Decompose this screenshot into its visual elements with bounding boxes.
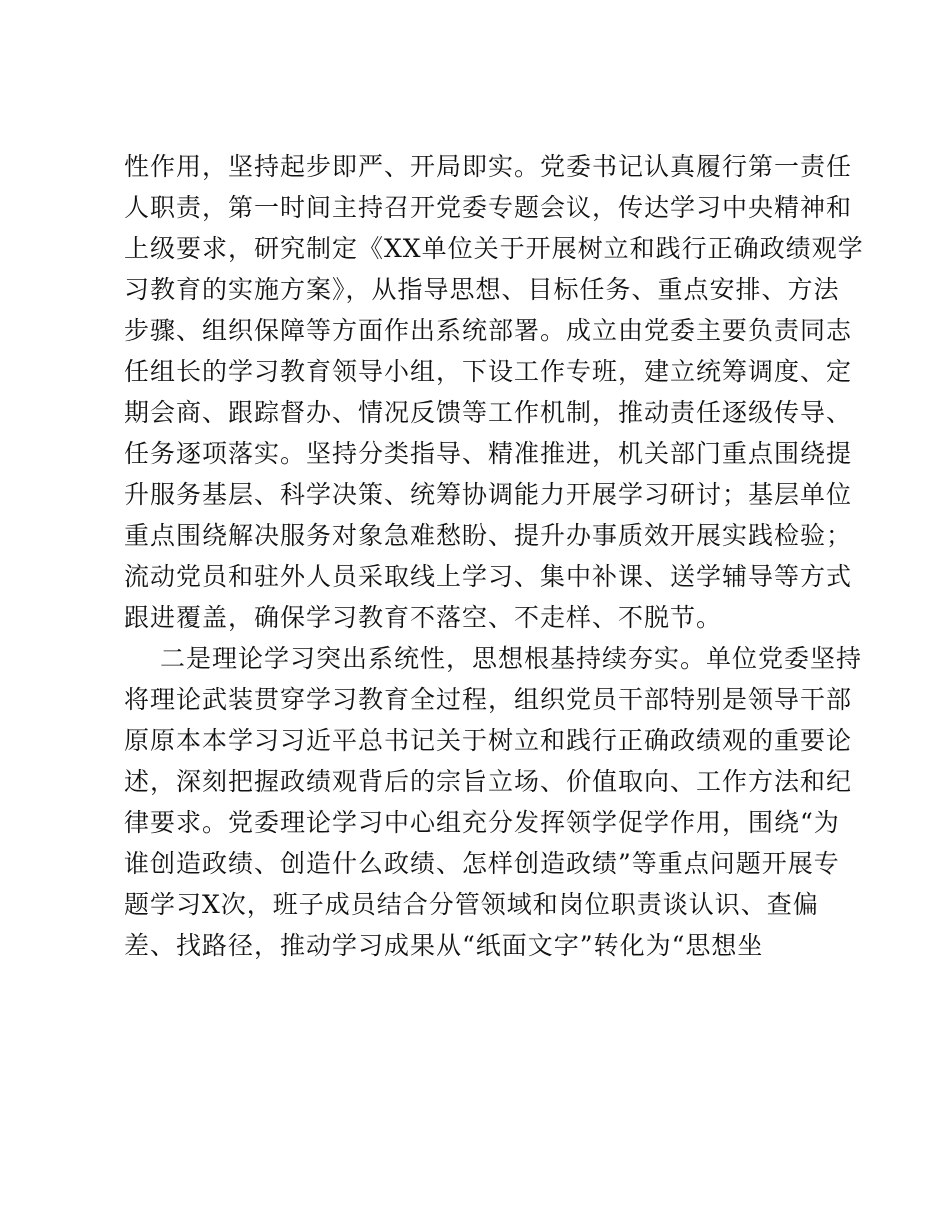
- text-line: 题学习X次，班子成员结合分管领域和岗位职责谈认识、查偏: [124, 890, 819, 919]
- text-line: 升服务基层、科学决策、统筹协调能力开展学习研讨；基层单位: [124, 480, 853, 509]
- text-line: 跟进覆盖，确保学习教育不落空、不走样、不脱节。: [124, 603, 723, 632]
- paragraph-start-line: 二是理论学习突出系统性，思想根基持续夯实。单位党委坚持: [160, 644, 863, 673]
- text-line: 流动党员和驻外人员采取线上学习、集中补课、送学辅导等方式: [124, 562, 853, 591]
- text-line: 习教育的实施方案》，从指导思想、目标任务、重点安排、方法: [124, 275, 840, 304]
- text-line: 人职责，第一时间主持召开党委专题会议，传达学习中央精神和: [124, 193, 853, 222]
- text-line: 原原本本学习习近平总书记关于树立和践行正确政绩观的重要论: [124, 726, 853, 755]
- text-line: 期会商、跟踪督办、情况反馈等工作机制，推动责任逐级传导、: [124, 398, 853, 427]
- text-line: 任组长的学习教育领导小组，下设工作专班，建立统筹调度、定: [124, 357, 853, 386]
- text-line: 性作用，坚持起步即严、开局即实。党委书记认真履行第一责任: [124, 152, 853, 181]
- text-line: 述，深刻把握政绩观背后的宗旨立场、价值取向、工作方法和纪: [124, 767, 853, 796]
- text-line: 差、找路径，推动学习成果从“纸面文字”转化为“思想坐: [124, 931, 764, 960]
- text-line: 谁创造政绩、创造什么政绩、怎样创造政绩”等重点问题开展专: [124, 849, 840, 878]
- text-line: 律要求。党委理论学习中心组充分发挥领学促学作用，围绕“为: [124, 808, 840, 837]
- text-line: 上级要求，研究制定《XX单位关于开展树立和践行正确政绩观学: [124, 234, 864, 263]
- text-line: 步骤、组织保障等方面作出系统部署。成立由党委主要负责同志: [124, 316, 853, 345]
- text-line: 任务逐项落实。坚持分类指导、精准推进，机关部门重点围绕提: [124, 439, 853, 468]
- document-body: [124, 146, 864, 966]
- text-line: 将理论武装贯穿学习教育全过程，组织党员干部特别是领导干部: [124, 685, 853, 714]
- text-line: 重点围绕解决服务对象急难愁盼、提升办事质效开展实践检验；: [124, 521, 853, 550]
